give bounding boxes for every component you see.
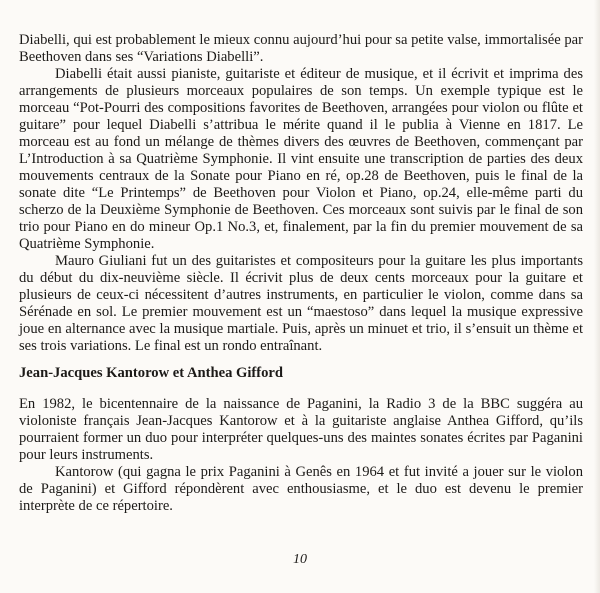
page-edge-shadow [594,0,600,593]
paragraph-diabelli-intro: Diabelli, qui est probablement le mieux connu aujourd’hui pour sa petite valse, immortalisée par Beethoven dans ses “Variations Diabelli”. [19,32,583,65]
paragraph-giuliani: Mauro Giuliani fut un des guitaristes et compositeurs pour la guitare les plus importants du début du dix-neuvième siècle. Il écrivit plus de deux cents morceaux pour la guitare et plusieurs de ceux-ci nécessitent d’autres instruments, en particulier le violon, comme dans sa Sérénade en sol. Le premier mouvement est un “maestoso” dans lequel la musique expressive joue en alternance avec la musique martiale. Puis, après un minuet et trio, il s’ensuit un thème et ses trois variations. Le final est un rondo entraînant. [19,253,583,354]
section-heading: Jean-Jacques Kantorow et Anthea Gifford [19,365,284,381]
paragraph-duo-response: Kantorow (qui gagna le prix Paganini à Genês en 1964 et fut invité a jouer sur le violon de Paganini) et Gifford répondèrent avec enthousiasme, et le duo est devenu le premier interprète de ce répertoire. [19,464,583,514]
paragraph-diabelli-arrangements: Diabelli était aussi pianiste, guitariste et éditeur de musique, et il écrivit et imprima des arrangements de plusieurs morceaux populaires de son temps. Un exemple typique est le morceau “Pot-Pourri des compositions favorites de Beethoven, arrangées pour violon ou flûte et guitare” pour lequel Diabelli s’attribua le mérite quand il le publia à Vienne en 1817. Le morceau est au fond un mélange de thèmes divers des œuvres de Beethoven, commençant par L’Introduction à sa Quatrième Symphonie. Il vint ensuite une transcription de parties des deux mouvements centraux de la Sonate pour Piano en ré, op.28 de Beethoven, puis le final de la sonate dite “Le Printemps” de Beethoven pour Violon et Piano, op.24, elle-même parti du scherzo de la Deuxième Symphonie de Beethoven. Ces morceaux sont suivis par le final de son trio pour Piano en do mineur Op.1 No.3, et, finalement, par la fin du premier mouvement de sa Quatrième Symphonie. [19,66,583,252]
paragraph-paganini-bicentenary: En 1982, le bicentennaire de la naissance de Paganini, la Radio 3 de la BBC suggéra au violoniste français Jean-Jacques Kantorow et à la guitariste anglaise Anthea Gifford, qu’ils pourraient former un duo pour interpréter quelques-uns des maintes sonates écrites par Paganini pour leurs instruments. [19,396,583,463]
body-text [19,32,583,515]
page-number: 10 [293,552,307,567]
